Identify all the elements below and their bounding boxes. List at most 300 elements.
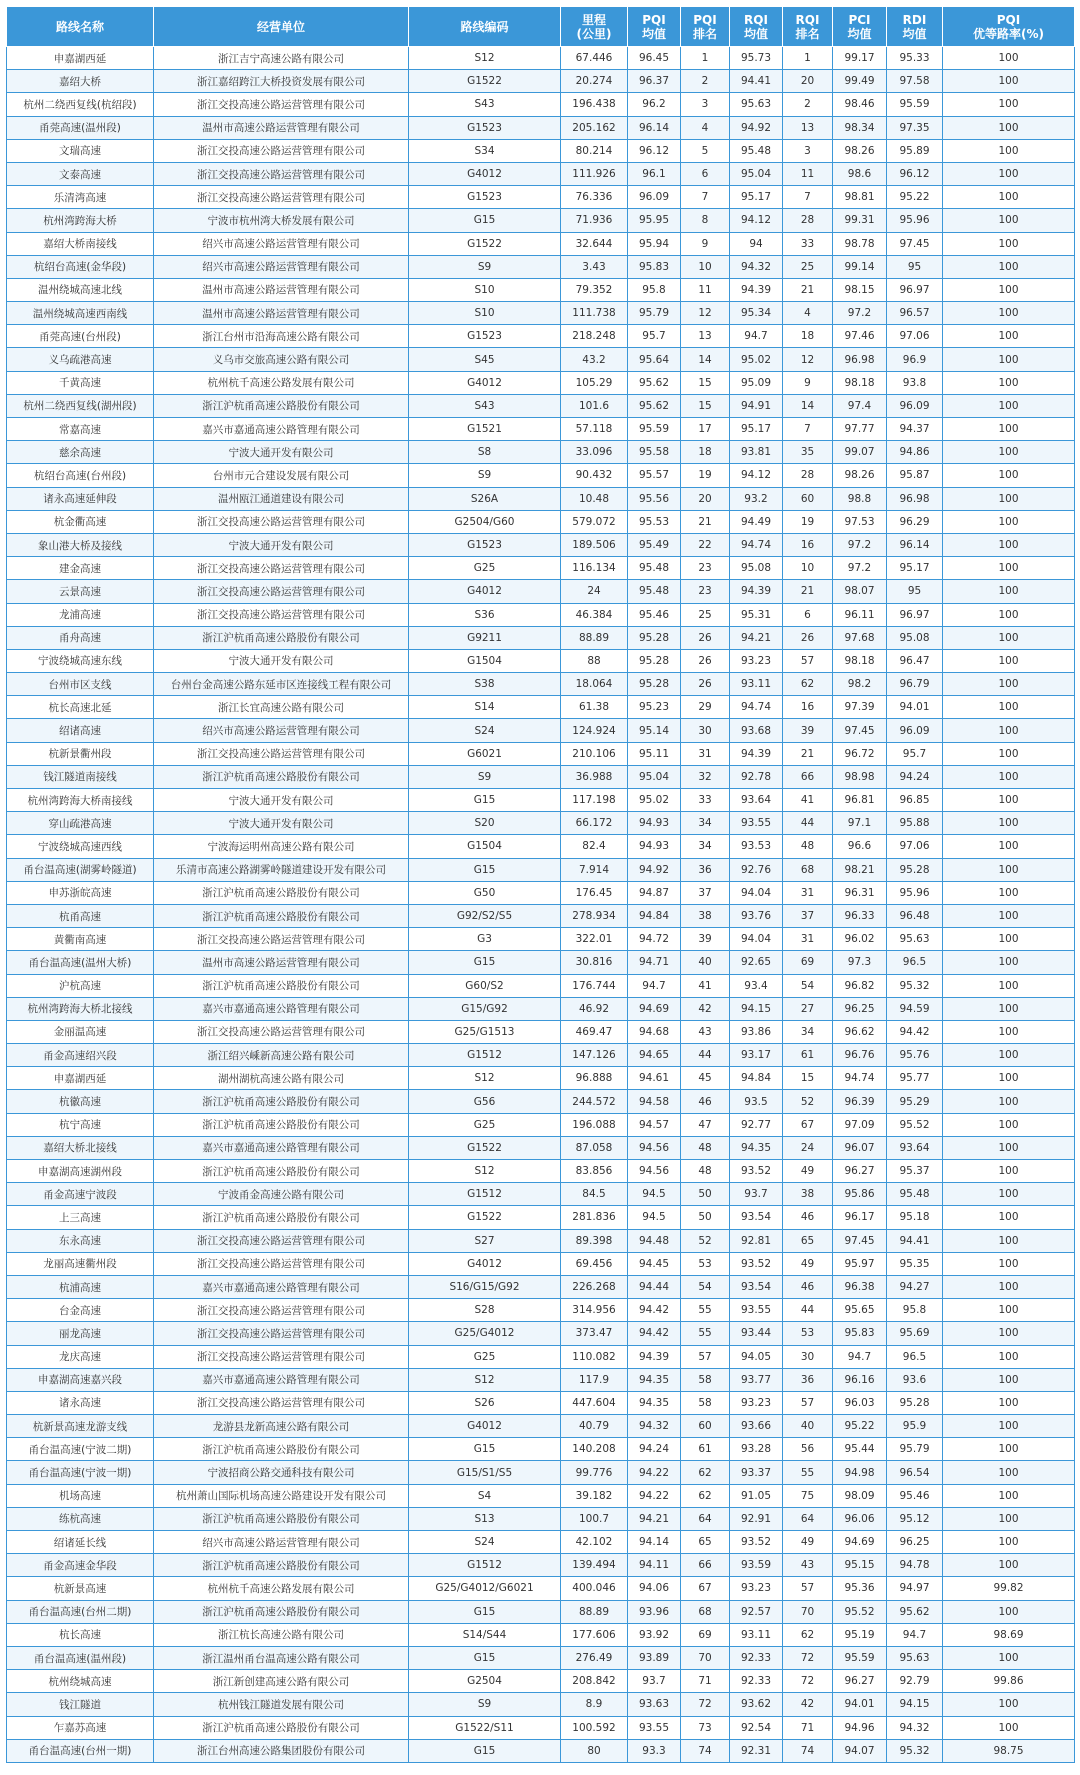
cell-mileage: 88.89 — [561, 1600, 628, 1623]
cell-rqi-mean: 91.05 — [730, 1484, 783, 1507]
cell-rqi-mean: 93.53 — [730, 835, 783, 858]
cell-pqi-excellent-rate: 100 — [943, 742, 1075, 765]
cell-rqi-rank: 74 — [783, 1739, 833, 1762]
cell-rqi-mean: 94.92 — [730, 116, 783, 139]
cell-route-code: G1504 — [409, 649, 561, 672]
table-header — [7, 7, 1075, 47]
cell-pqi-mean: 95.02 — [628, 789, 681, 812]
cell-route-code: G25/G1513 — [409, 1020, 561, 1043]
cell-rdi-mean: 96.09 — [887, 719, 943, 742]
cell-rqi-mean: 94.35 — [730, 1136, 783, 1159]
cell-route-code: S12 — [409, 47, 561, 70]
cell-pqi-mean: 94.5 — [628, 1183, 681, 1206]
cell-route-code: G1522 — [409, 1136, 561, 1159]
cell-pqi-rank: 37 — [681, 881, 730, 904]
table-row — [7, 742, 1075, 765]
cell-route-name: 钱江隧道 — [7, 1693, 154, 1716]
cell-pci-mean: 97.09 — [833, 1113, 887, 1136]
cell-mileage: 71.936 — [561, 209, 628, 232]
cell-pqi-rank: 12 — [681, 302, 730, 325]
cell-rdi-mean: 95.22 — [887, 186, 943, 209]
cell-pci-mean: 95.36 — [833, 1577, 887, 1600]
header-operator — [154, 7, 409, 47]
cell-pci-mean: 95.59 — [833, 1646, 887, 1669]
header-label: RQI — [744, 12, 768, 27]
cell-pqi-excellent-rate: 100 — [943, 1113, 1075, 1136]
cell-rdi-mean: 94.27 — [887, 1275, 943, 1298]
cell-route-name: 杭新景衢州段 — [7, 742, 154, 765]
cell-rqi-mean: 95.73 — [730, 47, 783, 70]
header-rdi-mean — [887, 7, 943, 47]
road-pqi-table — [6, 6, 1075, 1763]
cell-rqi-rank: 33 — [783, 232, 833, 255]
cell-route-code: S26 — [409, 1391, 561, 1414]
cell-pqi-rank: 53 — [681, 1252, 730, 1275]
cell-pqi-excellent-rate: 100 — [943, 649, 1075, 672]
cell-mileage: 176.45 — [561, 881, 628, 904]
cell-pqi-rank: 3 — [681, 93, 730, 116]
table-row — [7, 835, 1075, 858]
table-row — [7, 533, 1075, 556]
cell-route-code: S26A — [409, 487, 561, 510]
cell-route-name: 杭州二绕西复线(湖州段) — [7, 394, 154, 417]
cell-pqi-excellent-rate: 100 — [943, 1136, 1075, 1159]
cell-pqi-mean: 95.49 — [628, 533, 681, 556]
cell-route-code: G1523 — [409, 325, 561, 348]
cell-pci-mean: 96.02 — [833, 928, 887, 951]
cell-pqi-excellent-rate: 100 — [943, 487, 1075, 510]
cell-pqi-mean: 95.14 — [628, 719, 681, 742]
cell-route-name: 文瑞高速 — [7, 139, 154, 162]
cell-rqi-mean: 95.17 — [730, 418, 783, 441]
cell-pqi-excellent-rate: 100 — [943, 325, 1075, 348]
cell-route-name: 龙丽高速衢州段 — [7, 1252, 154, 1275]
cell-pqi-rank: 48 — [681, 1136, 730, 1159]
cell-pci-mean: 97.1 — [833, 812, 887, 835]
cell-route-code: G15 — [409, 951, 561, 974]
table-row — [7, 1415, 1075, 1438]
cell-rqi-mean: 94.39 — [730, 742, 783, 765]
cell-rqi-mean: 93.66 — [730, 1415, 783, 1438]
cell-pci-mean: 98.21 — [833, 858, 887, 881]
cell-pqi-rank: 30 — [681, 719, 730, 742]
cell-mileage: 100.592 — [561, 1716, 628, 1739]
cell-rqi-mean: 92.91 — [730, 1507, 783, 1530]
cell-rqi-rank: 49 — [783, 1160, 833, 1183]
cell-route-name: 上三高速 — [7, 1206, 154, 1229]
table-row — [7, 1507, 1075, 1530]
cell-rdi-mean: 96.85 — [887, 789, 943, 812]
cell-pqi-rank: 54 — [681, 1275, 730, 1298]
cell-route-code: G4012 — [409, 1252, 561, 1275]
cell-rdi-mean: 95.77 — [887, 1067, 943, 1090]
cell-pqi-rank: 14 — [681, 348, 730, 371]
table-row — [7, 1716, 1075, 1739]
cell-rqi-rank: 37 — [783, 904, 833, 927]
cell-operator: 浙江交投高速公路运营管理有限公司 — [154, 1020, 409, 1043]
cell-mileage: 84.5 — [561, 1183, 628, 1206]
header-sublabel: 排名 — [692, 26, 717, 41]
cell-pci-mean: 98.18 — [833, 649, 887, 672]
cell-pci-mean: 97.2 — [833, 557, 887, 580]
table-row — [7, 858, 1075, 881]
cell-pqi-mean: 95.62 — [628, 394, 681, 417]
cell-rdi-mean: 96.29 — [887, 510, 943, 533]
cell-operator: 杭州萧山国际机场高速公路建设开发有限公司 — [154, 1484, 409, 1507]
cell-pqi-mean: 93.89 — [628, 1646, 681, 1669]
cell-pci-mean: 97.2 — [833, 302, 887, 325]
cell-rqi-mean: 93.23 — [730, 1577, 783, 1600]
cell-pqi-rank: 58 — [681, 1391, 730, 1414]
table-row — [7, 1438, 1075, 1461]
cell-rdi-mean: 95.28 — [887, 858, 943, 881]
table-row — [7, 1739, 1075, 1762]
cell-pqi-rank: 45 — [681, 1067, 730, 1090]
cell-rdi-mean: 95 — [887, 580, 943, 603]
cell-pqi-rank: 33 — [681, 789, 730, 812]
cell-route-code: S14/S44 — [409, 1623, 561, 1646]
cell-rqi-rank: 61 — [783, 1044, 833, 1067]
cell-rqi-rank: 11 — [783, 162, 833, 185]
cell-route-name: 宁波绕城高速西线 — [7, 835, 154, 858]
cell-pqi-excellent-rate: 100 — [943, 951, 1075, 974]
cell-pqi-mean: 93.63 — [628, 1693, 681, 1716]
cell-rqi-rank: 53 — [783, 1322, 833, 1345]
cell-route-code: G1523 — [409, 186, 561, 209]
cell-rqi-rank: 25 — [783, 255, 833, 278]
cell-pqi-rank: 62 — [681, 1484, 730, 1507]
cell-rdi-mean: 95.76 — [887, 1044, 943, 1067]
cell-pqi-mean: 93.96 — [628, 1600, 681, 1623]
cell-mileage: 88 — [561, 649, 628, 672]
cell-pci-mean: 94.74 — [833, 1067, 887, 1090]
cell-route-code: S8 — [409, 441, 561, 464]
cell-mileage: 30.816 — [561, 951, 628, 974]
cell-rqi-rank: 43 — [783, 1554, 833, 1577]
cell-route-code: S9 — [409, 1693, 561, 1716]
cell-mileage: 8.9 — [561, 1693, 628, 1716]
cell-rdi-mean: 95.7 — [887, 742, 943, 765]
cell-pqi-mean: 95.28 — [628, 626, 681, 649]
cell-route-name: 千黄高速 — [7, 371, 154, 394]
header-label: PCI — [848, 12, 871, 27]
cell-pqi-rank: 29 — [681, 696, 730, 719]
cell-pci-mean: 96.07 — [833, 1136, 887, 1159]
cell-operator: 浙江交投高速公路运营管理有限公司 — [154, 1345, 409, 1368]
cell-mileage: 96.888 — [561, 1067, 628, 1090]
cell-pqi-excellent-rate: 100 — [943, 1391, 1075, 1414]
cell-pqi-mean: 94.84 — [628, 904, 681, 927]
cell-mileage: 400.046 — [561, 1577, 628, 1600]
cell-pqi-rank: 26 — [681, 649, 730, 672]
cell-rdi-mean: 95.52 — [887, 1113, 943, 1136]
cell-rdi-mean: 95.08 — [887, 626, 943, 649]
cell-route-name: 杭甬高速 — [7, 904, 154, 927]
cell-pqi-rank: 6 — [681, 162, 730, 185]
cell-route-name: 甬台温高速(台州一期) — [7, 1739, 154, 1762]
cell-mileage: 276.49 — [561, 1646, 628, 1669]
cell-pci-mean: 94.01 — [833, 1693, 887, 1716]
cell-pci-mean: 96.03 — [833, 1391, 887, 1414]
cell-operator: 浙江交投高速公路运营管理有限公司 — [154, 928, 409, 951]
cell-pqi-excellent-rate: 100 — [943, 464, 1075, 487]
cell-mileage: 117.198 — [561, 789, 628, 812]
cell-pci-mean: 94.69 — [833, 1531, 887, 1554]
cell-route-code: G15/G92 — [409, 997, 561, 1020]
cell-pqi-rank: 50 — [681, 1183, 730, 1206]
cell-rqi-rank: 46 — [783, 1206, 833, 1229]
cell-mileage: 24 — [561, 580, 628, 603]
cell-rqi-rank: 65 — [783, 1229, 833, 1252]
cell-route-name: 象山港大桥及接线 — [7, 533, 154, 556]
cell-pqi-excellent-rate: 100 — [943, 255, 1075, 278]
cell-route-code: S12 — [409, 1160, 561, 1183]
cell-operator: 浙江交投高速公路运营管理有限公司 — [154, 1391, 409, 1414]
cell-route-code: S9 — [409, 255, 561, 278]
cell-pqi-mean: 95.95 — [628, 209, 681, 232]
cell-pqi-rank: 39 — [681, 928, 730, 951]
cell-pci-mean: 94.07 — [833, 1739, 887, 1762]
cell-pqi-excellent-rate: 99.82 — [943, 1577, 1075, 1600]
cell-rqi-rank: 18 — [783, 325, 833, 348]
cell-route-name: 练杭高速 — [7, 1507, 154, 1530]
cell-pci-mean: 95.83 — [833, 1322, 887, 1345]
cell-rqi-rank: 62 — [783, 1623, 833, 1646]
cell-operator: 嘉兴市嘉通高速公路管理有限公司 — [154, 997, 409, 1020]
cell-operator: 宁波甬金高速公路有限公司 — [154, 1183, 409, 1206]
cell-pqi-mean: 95.28 — [628, 649, 681, 672]
table-row — [7, 255, 1075, 278]
cell-pqi-rank: 19 — [681, 464, 730, 487]
cell-pci-mean: 98.46 — [833, 93, 887, 116]
table-row — [7, 812, 1075, 835]
cell-pci-mean: 96.76 — [833, 1044, 887, 1067]
cell-rqi-rank: 35 — [783, 441, 833, 464]
cell-pqi-rank: 20 — [681, 487, 730, 510]
cell-pqi-excellent-rate: 98.69 — [943, 1623, 1075, 1646]
cell-pqi-rank: 67 — [681, 1577, 730, 1600]
cell-rqi-mean: 92.65 — [730, 951, 783, 974]
cell-mileage: 99.776 — [561, 1461, 628, 1484]
cell-operator: 嘉兴市嘉通高速公路管理有限公司 — [154, 1368, 409, 1391]
cell-rqi-rank: 31 — [783, 928, 833, 951]
cell-route-name: 甬金高速宁波段 — [7, 1183, 154, 1206]
cell-mileage: 208.842 — [561, 1670, 628, 1693]
cell-route-code: G60/S2 — [409, 974, 561, 997]
cell-route-name: 台州市区支线 — [7, 673, 154, 696]
table-row — [7, 974, 1075, 997]
cell-rdi-mean: 95.89 — [887, 139, 943, 162]
header-pqi-rank — [681, 7, 730, 47]
cell-operator: 宁波大通开发有限公司 — [154, 533, 409, 556]
cell-pqi-rank: 31 — [681, 742, 730, 765]
cell-pqi-mean: 94.14 — [628, 1531, 681, 1554]
header-pci-mean — [833, 7, 887, 47]
cell-rdi-mean: 95.33 — [887, 47, 943, 70]
cell-operator: 浙江交投高速公路运营管理有限公司 — [154, 93, 409, 116]
cell-mileage: 61.38 — [561, 696, 628, 719]
cell-operator: 浙江沪杭甬高速公路股份有限公司 — [154, 626, 409, 649]
table-row — [7, 1600, 1075, 1623]
cell-route-code: G2504/G60 — [409, 510, 561, 533]
header-mileage — [561, 7, 628, 47]
cell-route-code: G56 — [409, 1090, 561, 1113]
cell-pqi-excellent-rate: 100 — [943, 1206, 1075, 1229]
cell-rqi-rank: 70 — [783, 1600, 833, 1623]
cell-pqi-mean: 94.58 — [628, 1090, 681, 1113]
header-sublabel: 均值 — [641, 26, 666, 41]
cell-mileage: 314.956 — [561, 1299, 628, 1322]
cell-route-code: G1512 — [409, 1554, 561, 1577]
table-row — [7, 1391, 1075, 1414]
cell-mileage: 46.384 — [561, 603, 628, 626]
cell-pqi-mean: 94.21 — [628, 1507, 681, 1530]
cell-route-code: S43 — [409, 93, 561, 116]
cell-route-name: 杭州二绕西复线(杭绍段) — [7, 93, 154, 116]
cell-pqi-excellent-rate: 100 — [943, 371, 1075, 394]
cell-rdi-mean: 96.48 — [887, 904, 943, 927]
cell-route-name: 嘉绍大桥北接线 — [7, 1136, 154, 1159]
cell-rqi-mean: 94.7 — [730, 325, 783, 348]
cell-rdi-mean: 94.59 — [887, 997, 943, 1020]
cell-rqi-rank: 3 — [783, 139, 833, 162]
cell-pqi-mean: 94.5 — [628, 1206, 681, 1229]
cell-rqi-rank: 39 — [783, 719, 833, 742]
cell-route-code: G4012 — [409, 1415, 561, 1438]
cell-route-name: 甬舟高速 — [7, 626, 154, 649]
cell-pqi-mean: 96.09 — [628, 186, 681, 209]
table-row — [7, 997, 1075, 1020]
cell-rdi-mean: 95 — [887, 255, 943, 278]
cell-pci-mean: 97.45 — [833, 719, 887, 742]
cell-route-code: G25/G4012/G6021 — [409, 1577, 561, 1600]
cell-route-code: S20 — [409, 812, 561, 835]
cell-pqi-mean: 94.56 — [628, 1136, 681, 1159]
cell-operator: 浙江绍兴嵊新高速公路有限公司 — [154, 1044, 409, 1067]
cell-pqi-mean: 94.22 — [628, 1461, 681, 1484]
cell-rqi-mean: 93.54 — [730, 1275, 783, 1298]
cell-pqi-excellent-rate: 100 — [943, 1299, 1075, 1322]
header-sublabel: 均值 — [743, 26, 768, 41]
cell-route-name: 杭绍台高速(台州段) — [7, 464, 154, 487]
cell-route-name: 钱江隧道南接线 — [7, 765, 154, 788]
cell-operator: 浙江沪杭甬高速公路股份有限公司 — [154, 1716, 409, 1739]
cell-pqi-rank: 32 — [681, 765, 730, 788]
table-row — [7, 1461, 1075, 1484]
cell-rdi-mean: 95.9 — [887, 1415, 943, 1438]
table-row — [7, 1345, 1075, 1368]
cell-pqi-mean: 94.44 — [628, 1275, 681, 1298]
cell-operator: 杭州杭千高速公路发展有限公司 — [154, 1577, 409, 1600]
cell-pqi-excellent-rate: 100 — [943, 812, 1075, 835]
cell-pqi-excellent-rate: 100 — [943, 835, 1075, 858]
cell-rdi-mean: 95.63 — [887, 1646, 943, 1669]
cell-pqi-rank: 8 — [681, 209, 730, 232]
cell-mileage: 124.924 — [561, 719, 628, 742]
cell-pci-mean: 96.38 — [833, 1275, 887, 1298]
cell-pqi-rank: 42 — [681, 997, 730, 1020]
cell-pqi-mean: 94.61 — [628, 1067, 681, 1090]
cell-pqi-excellent-rate: 100 — [943, 1507, 1075, 1530]
cell-operator: 浙江交投高速公路运营管理有限公司 — [154, 603, 409, 626]
cell-pqi-rank: 71 — [681, 1670, 730, 1693]
cell-operator: 宁波大通开发有限公司 — [154, 812, 409, 835]
cell-pqi-mean: 96.45 — [628, 47, 681, 70]
cell-pqi-mean: 95.64 — [628, 348, 681, 371]
cell-route-code: S43 — [409, 394, 561, 417]
cell-rqi-mean: 93.64 — [730, 789, 783, 812]
cell-rqi-mean: 93.7 — [730, 1183, 783, 1206]
cell-rqi-mean: 94 — [730, 232, 783, 255]
cell-pci-mean: 96.31 — [833, 881, 887, 904]
cell-pqi-mean: 93.3 — [628, 1739, 681, 1762]
cell-mileage: 69.456 — [561, 1252, 628, 1275]
table-row — [7, 162, 1075, 185]
cell-pqi-rank: 15 — [681, 394, 730, 417]
cell-pqi-excellent-rate: 100 — [943, 162, 1075, 185]
cell-route-code: S27 — [409, 1229, 561, 1252]
cell-mileage: 281.836 — [561, 1206, 628, 1229]
cell-pci-mean: 98.98 — [833, 765, 887, 788]
cell-mileage: 205.162 — [561, 116, 628, 139]
cell-pci-mean: 96.82 — [833, 974, 887, 997]
table-row — [7, 93, 1075, 116]
cell-route-name: 甬金高速金华段 — [7, 1554, 154, 1577]
header-sublabel: 排名 — [795, 26, 820, 41]
cell-pci-mean: 98.18 — [833, 371, 887, 394]
cell-rdi-mean: 97.06 — [887, 835, 943, 858]
cell-route-name: 杭州绕城高速 — [7, 1670, 154, 1693]
table-row — [7, 1646, 1075, 1669]
cell-operator: 浙江新创建高速公路有限公司 — [154, 1670, 409, 1693]
cell-pci-mean: 96.72 — [833, 742, 887, 765]
cell-rdi-mean: 95.59 — [887, 93, 943, 116]
cell-pqi-rank: 34 — [681, 812, 730, 835]
cell-rdi-mean: 97.06 — [887, 325, 943, 348]
cell-pqi-mean: 94.87 — [628, 881, 681, 904]
cell-operator: 温州市高速公路运营管理有限公司 — [154, 116, 409, 139]
cell-pqi-excellent-rate: 100 — [943, 302, 1075, 325]
cell-mileage: 177.606 — [561, 1623, 628, 1646]
cell-route-name: 杭徽高速 — [7, 1090, 154, 1113]
table-row — [7, 1229, 1075, 1252]
cell-rqi-mean: 93.17 — [730, 1044, 783, 1067]
cell-pci-mean: 96.98 — [833, 348, 887, 371]
cell-rqi-mean: 93.68 — [730, 719, 783, 742]
cell-route-name: 文泰高速 — [7, 162, 154, 185]
cell-route-name: 甬台温高速(湖雾岭隧道) — [7, 858, 154, 881]
cell-pqi-mean: 96.14 — [628, 116, 681, 139]
cell-pqi-rank: 55 — [681, 1322, 730, 1345]
cell-route-name: 申嘉湖高速湖州段 — [7, 1160, 154, 1183]
cell-rdi-mean: 95.46 — [887, 1484, 943, 1507]
cell-rqi-rank: 19 — [783, 510, 833, 533]
cell-pqi-excellent-rate: 100 — [943, 719, 1075, 742]
cell-rqi-rank: 48 — [783, 835, 833, 858]
header-label: RDI — [902, 12, 927, 27]
cell-route-name: 甬台温高速(温州大桥) — [7, 951, 154, 974]
table-row — [7, 1113, 1075, 1136]
cell-rdi-mean: 96.47 — [887, 649, 943, 672]
cell-route-name: 常嘉高速 — [7, 418, 154, 441]
cell-pci-mean: 97.68 — [833, 626, 887, 649]
cell-rqi-mean: 93.5 — [730, 1090, 783, 1113]
header-label: 路线名称 — [55, 19, 104, 34]
cell-route-code: G3 — [409, 928, 561, 951]
cell-pqi-rank: 36 — [681, 858, 730, 881]
cell-rqi-mean: 95.08 — [730, 557, 783, 580]
cell-rdi-mean: 95.28 — [887, 1391, 943, 1414]
